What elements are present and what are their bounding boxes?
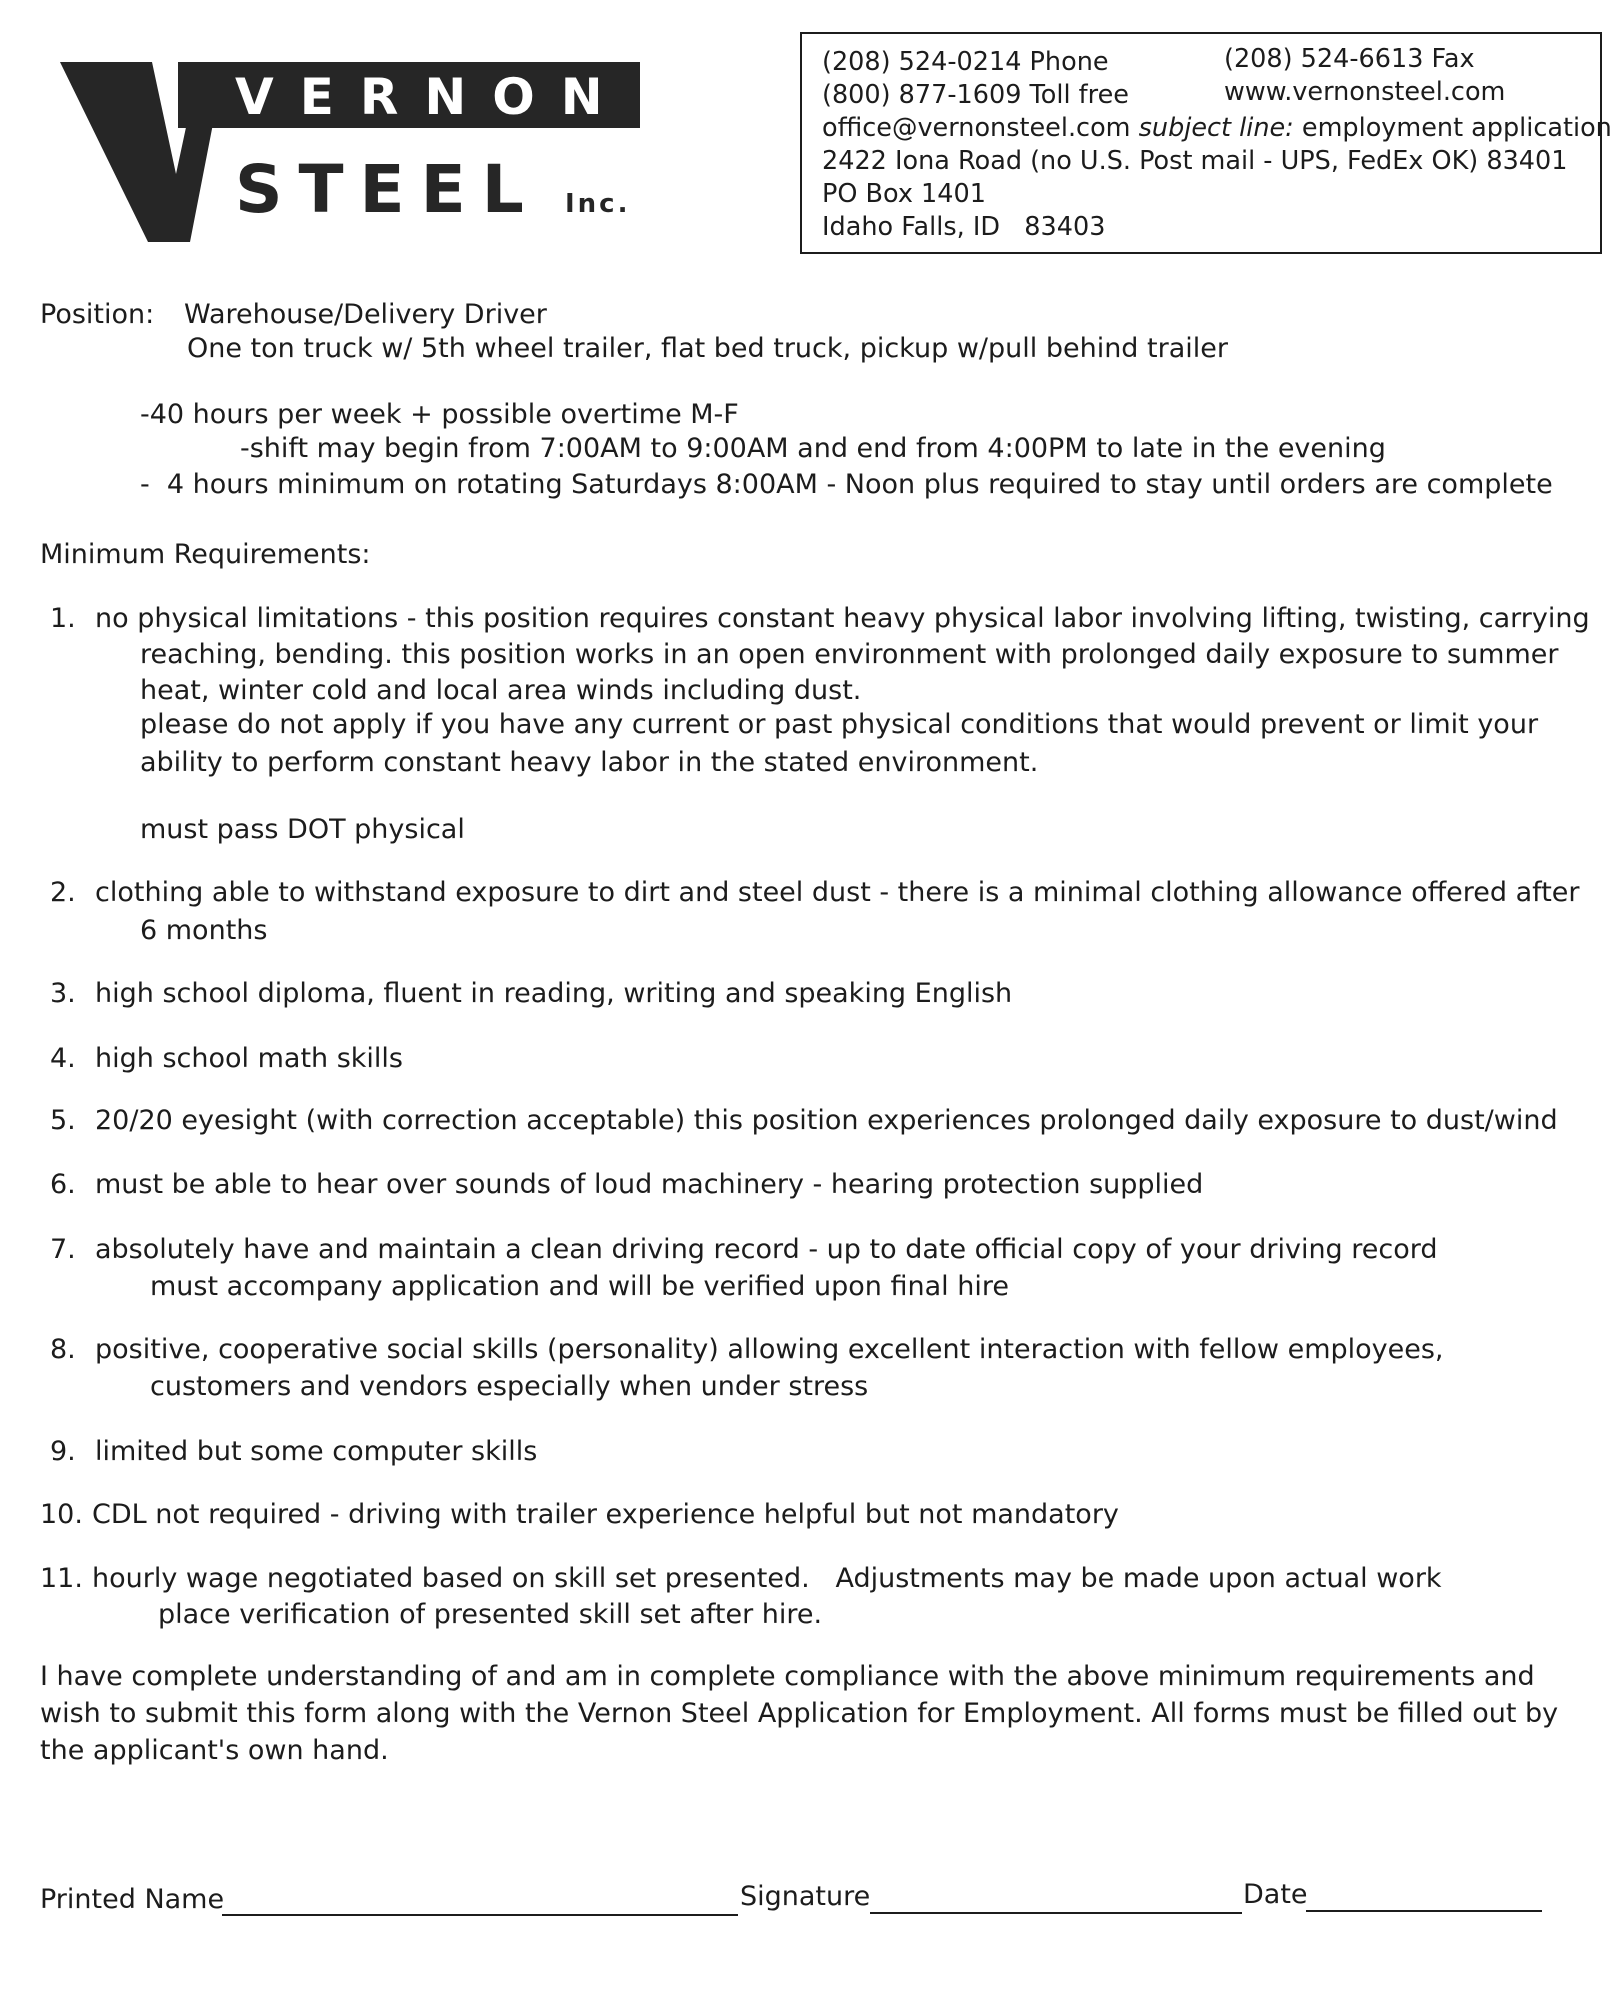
requirement-text: CDL not required - driving with trailer experience helpful but not mandatory (92, 1499, 1119, 1530)
signature-label: Signature (740, 1881, 871, 1912)
date-field[interactable] (1306, 1910, 1542, 1912)
requirement-text: positive, cooperative social skills (personality) allowing excellent interaction with fellow employees, (95, 1334, 1444, 1365)
requirement-number: 5. (50, 1105, 76, 1136)
statement-line: wish to submit this form along with the Vernon Steel Application for Employment. All forms must be filled out by (40, 1698, 1559, 1729)
schedule-shift: -shift may begin from 7:00AM to 9:00AM and end from 4:00PM to late in the evening (240, 433, 1386, 464)
contact-tollfree: (800) 877-1609 Toll free (822, 80, 1129, 110)
requirement-text: limited but some computer skills (95, 1436, 538, 1467)
logo-suffix: Inc. (565, 189, 631, 219)
schedule-saturdays: - 4 hours minimum on rotating Saturdays 8:00AM - Noon plus required to stay until orders are complete (140, 469, 1553, 500)
requirement-text: place verification of presented skill set after hire. (158, 1599, 823, 1630)
printed-name-label: Printed Name (40, 1884, 225, 1915)
requirement-number: 2. (50, 877, 76, 908)
requirement-text: heat, winter cold and local area winds including dust. (140, 675, 862, 706)
requirement-text: high school diploma, fluent in reading, writing and speaking English (95, 978, 1013, 1009)
requirement-text: reaching, bending. this position works in an open environment with prolonged daily exposure to summer (140, 639, 1559, 670)
contact-fax: (208) 524-6613 Fax (1224, 44, 1475, 74)
requirement-number: 4. (50, 1043, 76, 1074)
requirement-number: 11. (40, 1563, 83, 1594)
contact-pobox: PO Box 1401 (822, 179, 986, 209)
contact-right-column (1224, 43, 1505, 109)
contact-phone: (208) 524-0214 Phone (822, 47, 1109, 77)
printed-name-field[interactable] (222, 1914, 738, 1916)
requirement-number: 8. (50, 1334, 76, 1365)
logo-graphic (60, 62, 640, 252)
position-label: Position: (40, 299, 155, 330)
contact-box (800, 32, 1612, 254)
contact-email: office@vernonsteel.com (822, 113, 1131, 143)
contact-street: 2422 Iona Road (no U.S. Post mail - UPS, FedEx OK) 83401 (822, 146, 1568, 176)
contact-email-line (822, 112, 1612, 145)
contact-subject-value: employment application (1301, 113, 1612, 143)
contact-subject-label: subject line: (1138, 113, 1294, 143)
requirement-text: clothing able to withstand exposure to dirt and steel dust - there is a minimal clothing allowance offered after (95, 877, 1580, 908)
requirement-text: ability to perform constant heavy labor in the stated environment. (140, 747, 1039, 778)
requirement-text: high school math skills (95, 1043, 403, 1074)
schedule-hours: -40 hours per week + possible overtime M-F (140, 399, 739, 430)
statement-line: the applicant's own hand. (40, 1735, 389, 1766)
requirement-text: must be able to hear over sounds of loud machinery - hearing protection supplied (95, 1169, 1204, 1200)
requirement-text: 20/20 eyesight (with correction acceptable) this position experiences prolonged daily exposure to dust/wind (95, 1105, 1558, 1136)
signature-field[interactable] (870, 1912, 1242, 1914)
requirement-text: must pass DOT physical (140, 814, 465, 845)
requirement-number: 9. (50, 1436, 76, 1467)
requirement-number: 7. (50, 1234, 76, 1265)
position-title: Warehouse/Delivery Driver (184, 299, 547, 330)
requirement-text: 6 months (140, 915, 268, 946)
requirement-number: 10. (40, 1499, 83, 1530)
requirements-heading: Minimum Requirements: (40, 539, 371, 570)
logo-name-top: VERNON (235, 68, 629, 126)
requirement-number: 3. (50, 978, 76, 1009)
statement-line: I have complete understanding of and am in complete compliance with the above minimum requirements and (40, 1661, 1535, 1692)
date-label: Date (1243, 1879, 1308, 1910)
requirement-number: 6. (50, 1169, 76, 1200)
contact-website: www.vernonsteel.com (1224, 77, 1506, 107)
company-logo (60, 62, 640, 252)
contact-left-column (822, 46, 1129, 112)
requirement-number: 1. (50, 603, 76, 634)
requirement-text: must accompany application and will be verified upon final hire (150, 1271, 1009, 1302)
position-vehicles: One ton truck w/ 5th wheel trailer, flat bed truck, pickup w/pull behind trailer (187, 333, 1228, 364)
requirement-text: absolutely have and maintain a clean driving record - up to date official copy of your driving record (95, 1234, 1438, 1265)
requirement-text: no physical limitations - this position requires constant heavy physical labor involving lifting, twisting, carrying (95, 603, 1590, 634)
requirement-text: hourly wage negotiated based on skill set presented. Adjustments may be made upon actual work (92, 1563, 1442, 1594)
requirement-text: please do not apply if you have any current or past physical conditions that would prevent or limit your (140, 709, 1539, 740)
requirement-text: customers and vendors especially when under stress (150, 1371, 869, 1402)
contact-city: Idaho Falls, ID 83403 (822, 212, 1106, 242)
logo-name-bottom: STEEL (235, 151, 540, 228)
